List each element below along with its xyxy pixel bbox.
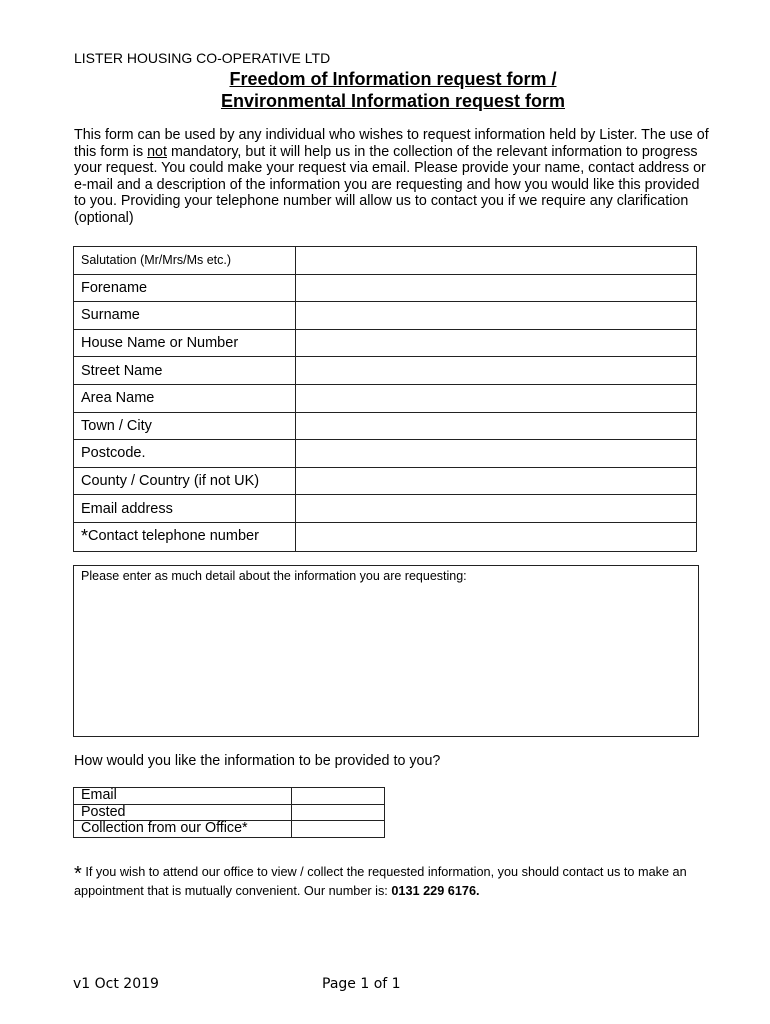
country-label: County / Country (if not UK) [74,467,296,495]
request-detail-textarea[interactable] [73,565,699,737]
forename-input[interactable] [296,274,697,302]
delivery-question: How would you like the information to be provided to you? [74,753,441,769]
delivery-collection-checkbox[interactable] [292,821,385,838]
delivery-row-collection [74,821,385,838]
town-label: Town / City [74,412,296,440]
postcode-label: Postcode. [74,440,296,468]
salutation-label: Salutation (Mr/Mrs/Ms etc.) [74,247,296,275]
postcode-input[interactable] [296,440,697,468]
field-row-postcode [74,440,697,468]
surname-input[interactable] [296,302,697,330]
personal-details-table [73,246,697,552]
forename-label: Forename [74,274,296,302]
street-label: Street Name [74,357,296,385]
field-row-street [74,357,697,385]
intro-emphasis-not: not [147,143,167,160]
field-row-area [74,384,697,412]
telephone-label [74,522,296,551]
intro-paragraph [74,127,714,226]
field-row-forename [74,274,697,302]
delivery-posted-checkbox[interactable] [292,804,385,821]
delivery-email-label: Email [74,788,292,805]
field-row-email [74,495,697,523]
delivery-collection-label: Collection from our Office* [74,821,292,838]
area-input[interactable] [296,384,697,412]
field-row-house [74,329,697,357]
form-title-line-1: Freedom of Information request form / [229,69,557,89]
request-detail-prompt: Please enter as much detail about the information you are requesting: [81,569,467,583]
footnote-text: If you wish to attend our office to view / collect the requested information, you should contact us to make an appointment that is mutually convenient. Our number is: [74,865,687,898]
footnote-asterisk: * [74,863,82,885]
office-phone-number: 0131 229 6176. [391,884,480,898]
street-input[interactable] [296,357,697,385]
field-row-country [74,467,697,495]
country-input[interactable] [296,467,697,495]
delivery-row-posted [74,804,385,821]
intro-text-end: mandatory, but it will help us in the collection of the relevant information to progress your request. You could make your request via email. Please provide your name, contact address or e-mail and a description of the information you are requesting and how you would like this provided to you. Providing your telephone number will allow us to contact you if we require any clarification (optional) [74,143,706,226]
area-label: Area Name [74,384,296,412]
field-row-town [74,412,697,440]
delivery-posted-label: Posted [74,804,292,821]
delivery-email-checkbox[interactable] [292,788,385,805]
salutation-input[interactable] [296,247,697,275]
field-row-telephone [74,522,697,551]
form-title-line-2: Environmental Information request form [220,91,566,111]
email-label: Email address [74,495,296,523]
field-row-salutation [74,247,697,275]
delivery-row-email [74,788,385,805]
surname-label: Surname [74,302,296,330]
field-row-surname [74,302,697,330]
footnote [74,864,714,900]
delivery-method-table [73,787,385,838]
version-label: v1 Oct 2019 [73,976,159,992]
telephone-input[interactable] [296,522,697,551]
house-label: House Name or Number [74,329,296,357]
page-number: Page 1 of 1 [322,976,401,992]
intro-text-start: This form can be used by any individual who wishes to request information held by Lister. The use of this form is [74,127,709,160]
house-input[interactable] [296,329,697,357]
town-input[interactable] [296,412,697,440]
asterisk-marker: * [81,526,89,547]
telephone-label-text: Contact telephone number [88,528,259,545]
organisation-name: LISTER HOUSING CO-OPERATIVE LTD [74,50,331,66]
email-input[interactable] [296,495,697,523]
